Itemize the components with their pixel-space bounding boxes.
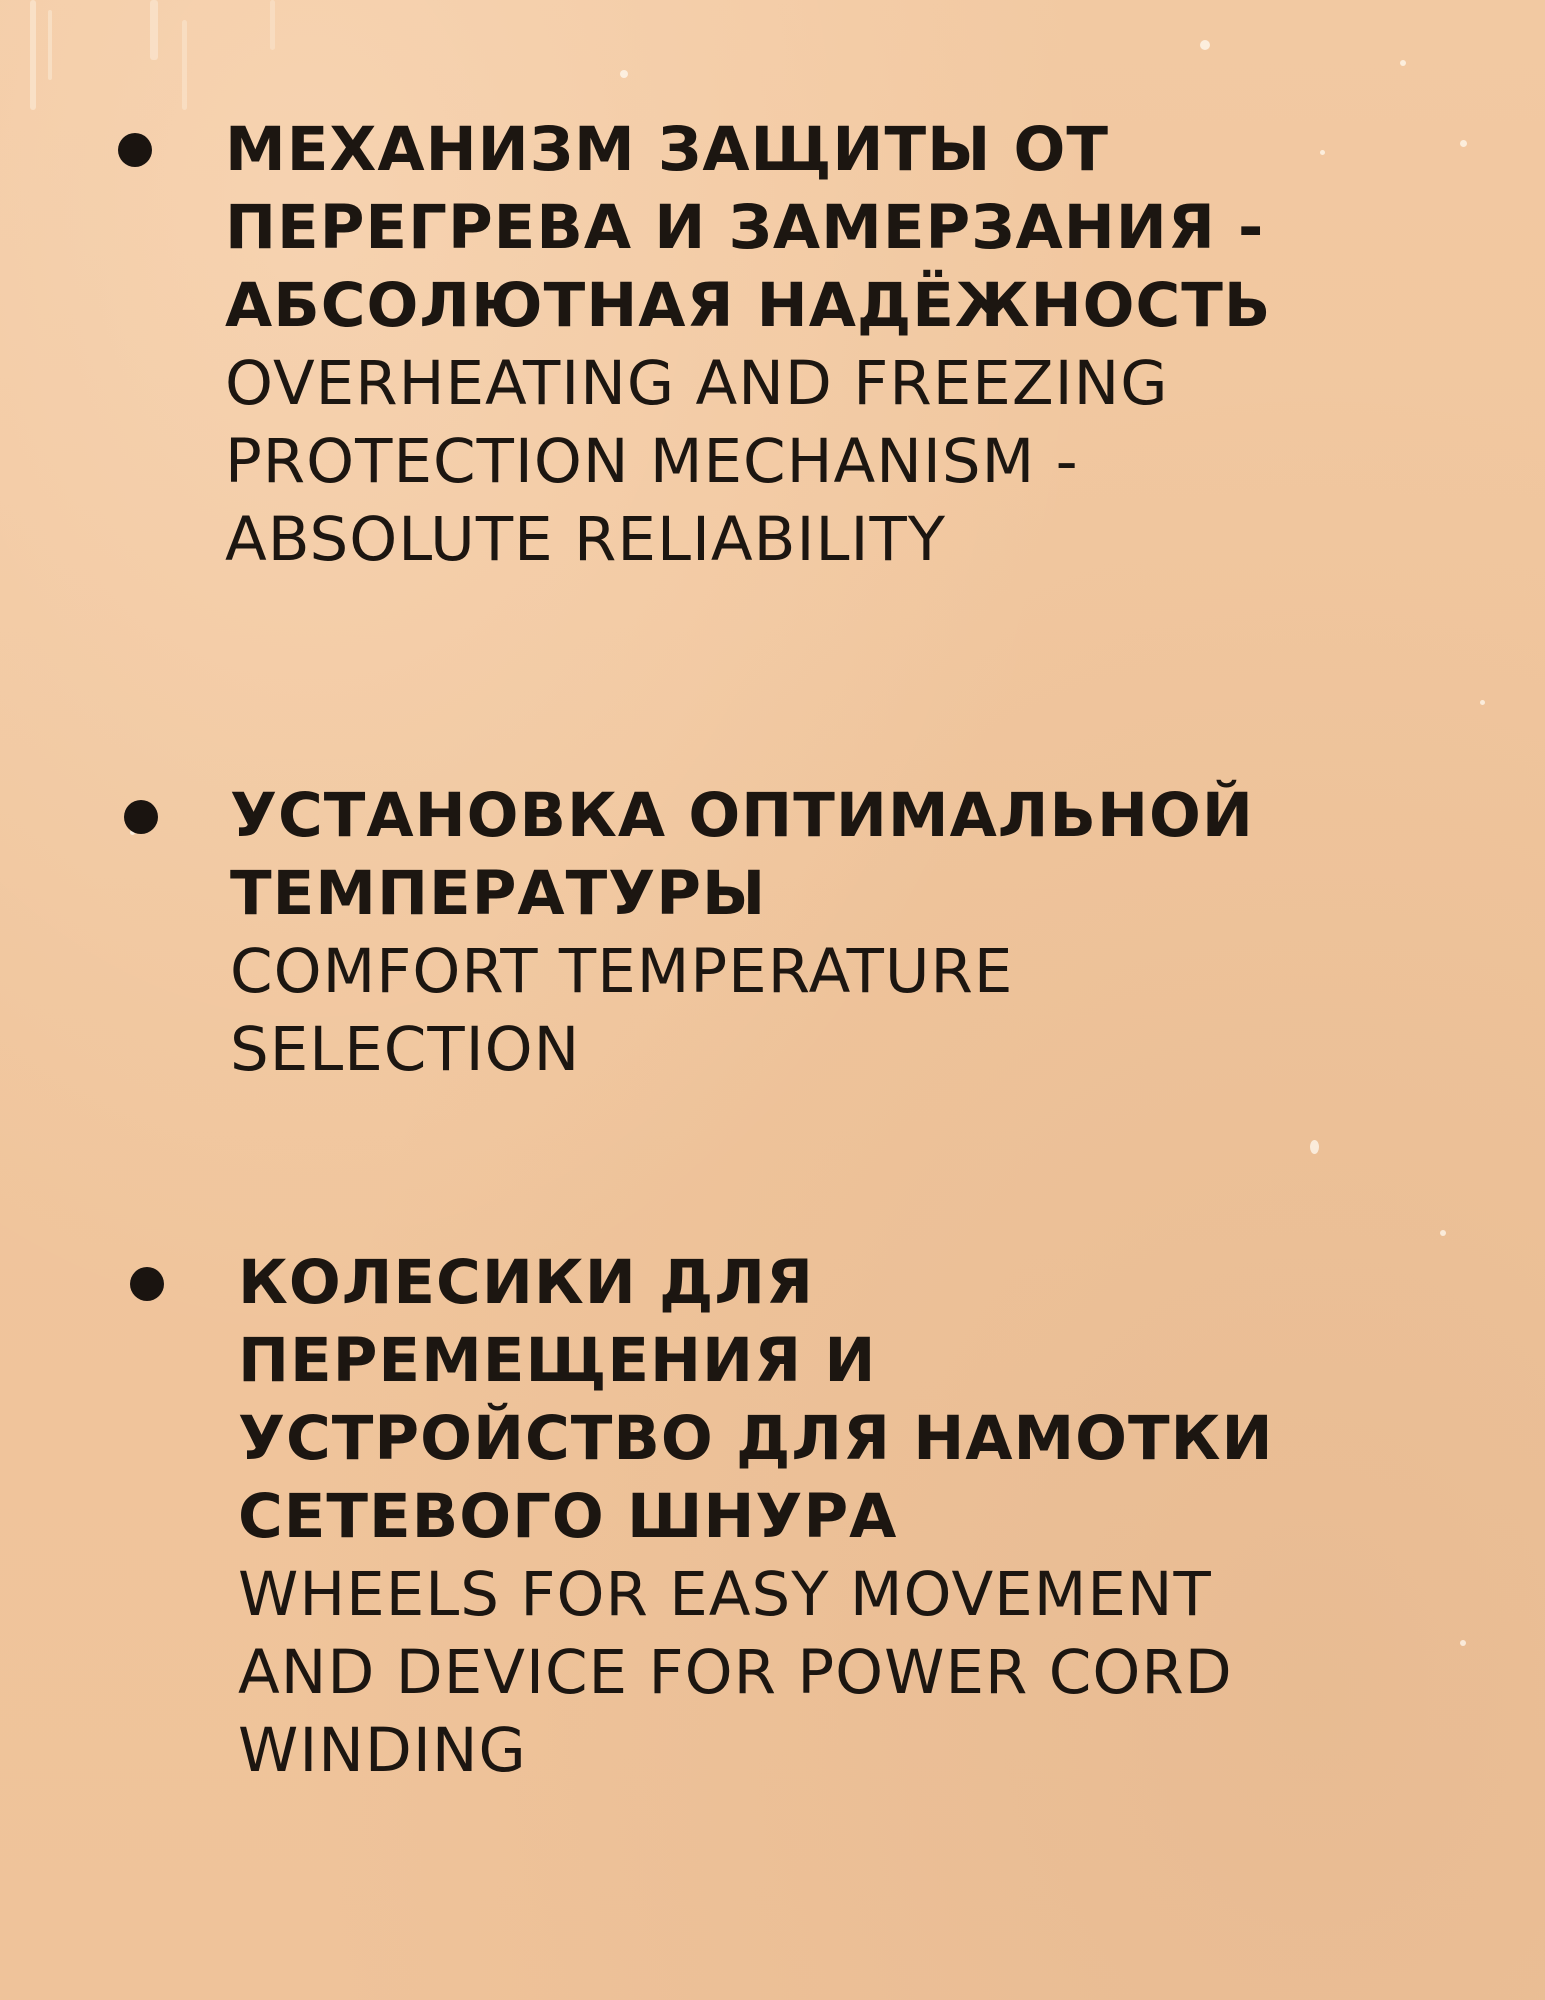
feature-title-ru-line: ПЕРЕМЕЩЕНИЯ И	[238, 1325, 877, 1396]
feature-title-en-line: COMFORT TEMPERATURE	[230, 936, 1014, 1007]
bullet-icon	[118, 133, 152, 167]
feature-title-ru-line: СЕТЕВОГО ШНУРА	[238, 1481, 898, 1552]
feature-title-ru-line: АБСОЛЮТНАЯ НАДЁЖНОСТЬ	[225, 270, 1272, 341]
feature-title-en-line: SELECTION	[230, 1014, 581, 1085]
feature-title-ru-line: ПЕРЕГРЕВА И ЗАМЕРЗАНИЯ -	[225, 192, 1265, 263]
feature-title-ru-line: УСТРОЙСТВО ДЛЯ НАМОТКИ	[238, 1403, 1274, 1474]
feature-title-ru-line: ТЕМПЕРАТУРЫ	[230, 858, 767, 929]
feature-title-ru-line: УСТАНОВКА ОПТИМАЛЬНОЙ	[230, 780, 1254, 851]
bullet-icon	[130, 1267, 164, 1301]
bullet-icon	[124, 800, 158, 834]
feature-title-en-line: WHEELS FOR EASY MOVEMENT	[238, 1559, 1212, 1630]
feature-title-en-line: PROTECTION MECHANISM -	[225, 426, 1079, 497]
feature-title-ru-line: КОЛЕСИКИ ДЛЯ	[238, 1247, 814, 1318]
feature-title-en-line: WINDING	[238, 1715, 527, 1786]
feature-title-en-line: OVERHEATING AND FREEZING	[225, 348, 1169, 419]
feature-title-ru-line: МЕХАНИЗМ ЗАЩИТЫ ОТ	[225, 114, 1109, 185]
feature-title-en-line: ABSOLUTE RELIABILITY	[225, 504, 946, 575]
feature-title-en-line: AND DEVICE FOR POWER CORD	[238, 1637, 1233, 1708]
